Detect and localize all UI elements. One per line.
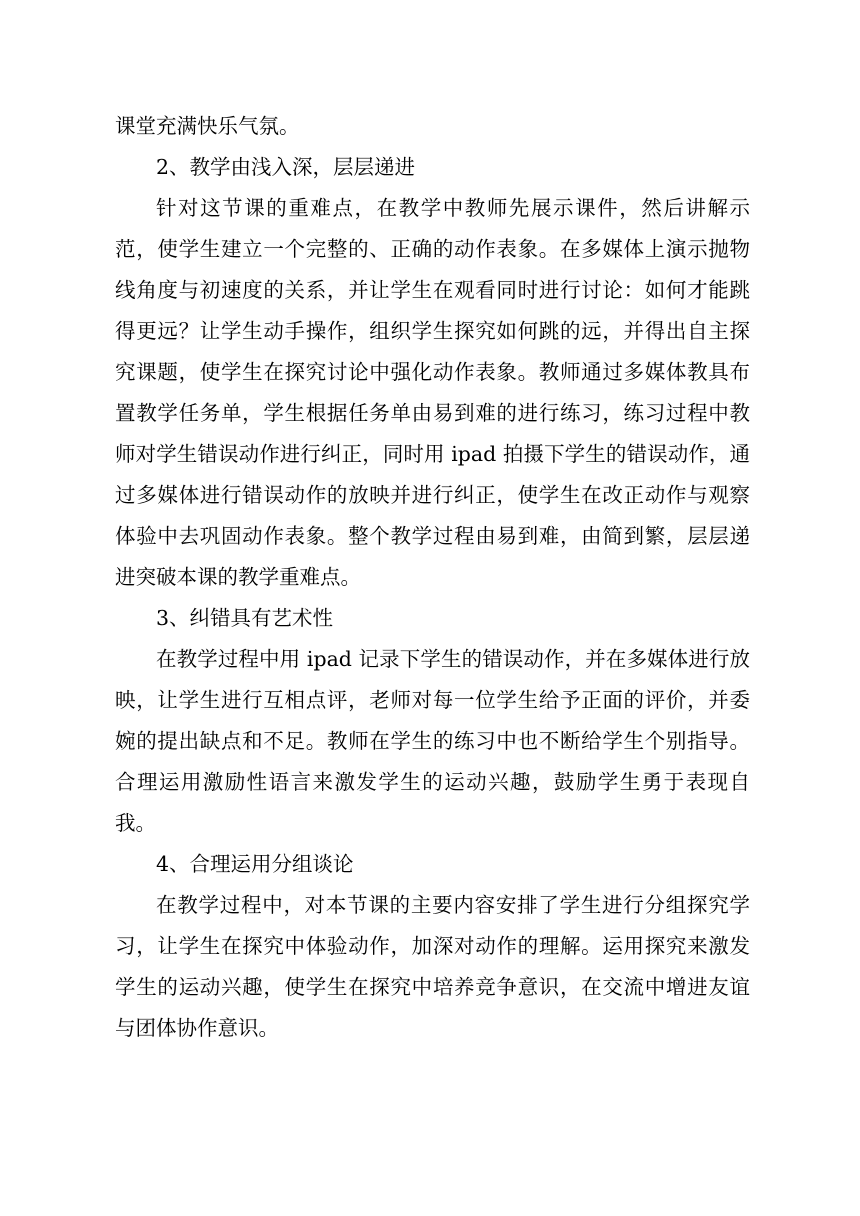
section-heading-3: 3、纠错具有艺术性 xyxy=(156,606,334,630)
section-heading-4: 4、合理运用分组谈论 xyxy=(156,852,354,876)
paragraph-continuation: 课堂充满快乐气氛。 xyxy=(115,114,300,138)
paragraph-teaching-progression: 针对这节课的重难点，在教学中教师先展示课件，然后讲解示范，使学生建立一个完整的、正确的动作表象。在多媒体上演示抛物线角度与初速度的关系，并让学生在观看同时进行讨论：如何才能跳得更远？让学生动手操作，组织学生探究如何跳的远，并得出自主探究课题，使学生在探究讨论中强化动作表象。教师通过多媒体教具布置教学任务单，学生根据任务单由易到难的进行练习，练习过程中教师对学生错误动作进行纠正，同时用 ipad 拍摄下学生的错误动作，通过多媒体进行错误动作的放映并进行纠正，使学生在改正动作与观察体验中去巩固动作表象。整个教学过程由易到难，由简到繁，层层递进突破本课的教学重难点。 xyxy=(115,196,750,589)
document-body xyxy=(115,106,750,1049)
section-heading-2: 2、教学由浅入深，层层递进 xyxy=(156,155,416,179)
paragraph-error-correction: 在教学过程中用 ipad 记录下学生的错误动作，并在多媒体进行放映，让学生进行互相点评，老师对每一位学生给予正面的评价，并委婉的提出缺点和不足。教师在学生的练习中也不断给学生个别指导。合理运用激励性语言来激发学生的运动兴趣，鼓励学生勇于表现自我。 xyxy=(115,647,750,835)
paragraph-group-discussion: 在教学过程中，对本节课的主要内容安排了学生进行分组探究学习，让学生在探究中体验动作，加深对动作的理解。运用探究来激发学生的运动兴趣，使学生在探究中培养竞争意识，在交流中增进友谊与团体协作意识。 xyxy=(115,893,750,1040)
